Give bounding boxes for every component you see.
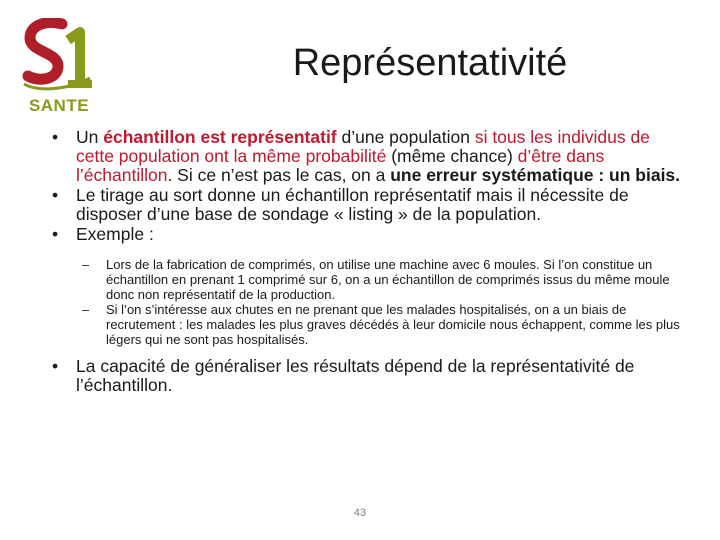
example-list (52, 257, 682, 347)
sub-item-tablets (52, 257, 682, 302)
logo-text: SANTE (28, 96, 90, 115)
sub-item-text: Lors de la fabrication de comprimés, on utilise une machine avec 6 moules. Si l’on constitue un échantillon en prenant 1 comprimé sur 6, on a un échantillon de comprimés issus du même moule donc non représentatif de la production. (106, 257, 670, 302)
bullet-random-sampling (52, 186, 682, 224)
text-segment-red: d’être dans l’échantillon (76, 146, 605, 185)
sub-item-falls (52, 302, 682, 347)
text-segment-emphasis: échantillon est représentatif (103, 127, 337, 147)
page-number: 43 (353, 507, 367, 519)
bullet-example (52, 225, 682, 244)
bullet-text: Exemple : (76, 224, 154, 244)
bullet-icon: • (52, 224, 59, 244)
s1-logo-icon (18, 18, 100, 98)
bullet-representative-sample (52, 128, 682, 185)
bullet-icon: • (52, 356, 59, 376)
slide-title: Représentativité (292, 42, 568, 84)
text-segment: Un (76, 127, 104, 147)
bullet-icon: • (52, 185, 59, 205)
sub-item-text: Si l’on s’intéresse aux chutes en ne prenant que les malades hospitalisés, on a un biais de recrutement : les malades les plus graves décédés à leur domicile nous échappent, comme les plus légers qui ne sont pas hospitalisés. (106, 302, 680, 347)
text-segment: d’une population (336, 127, 475, 147)
text-segment-bold: une erreur systématique : un biais. (390, 165, 681, 185)
text-segment: . Si ce n’est pas le cas, on a (167, 165, 391, 185)
dash-icon: – (82, 257, 90, 272)
bullet-text: La capacité de généraliser les résultats dépend de la représentativité de l’échantillon. (76, 356, 635, 395)
text-segment: (même chance) (386, 146, 518, 166)
bullet-generalization (52, 357, 682, 395)
logo (18, 18, 100, 116)
text-segment-red: si tous les individus de cette population ont la même probabilité (76, 127, 650, 166)
dash-icon: – (82, 302, 90, 317)
slide-content (52, 128, 682, 396)
bullet-text: Le tirage au sort donne un échantillon représentatif mais il nécessite de disposer d’une base de sondage « listing » de la population. (76, 185, 629, 224)
bullet-icon: • (52, 127, 59, 147)
